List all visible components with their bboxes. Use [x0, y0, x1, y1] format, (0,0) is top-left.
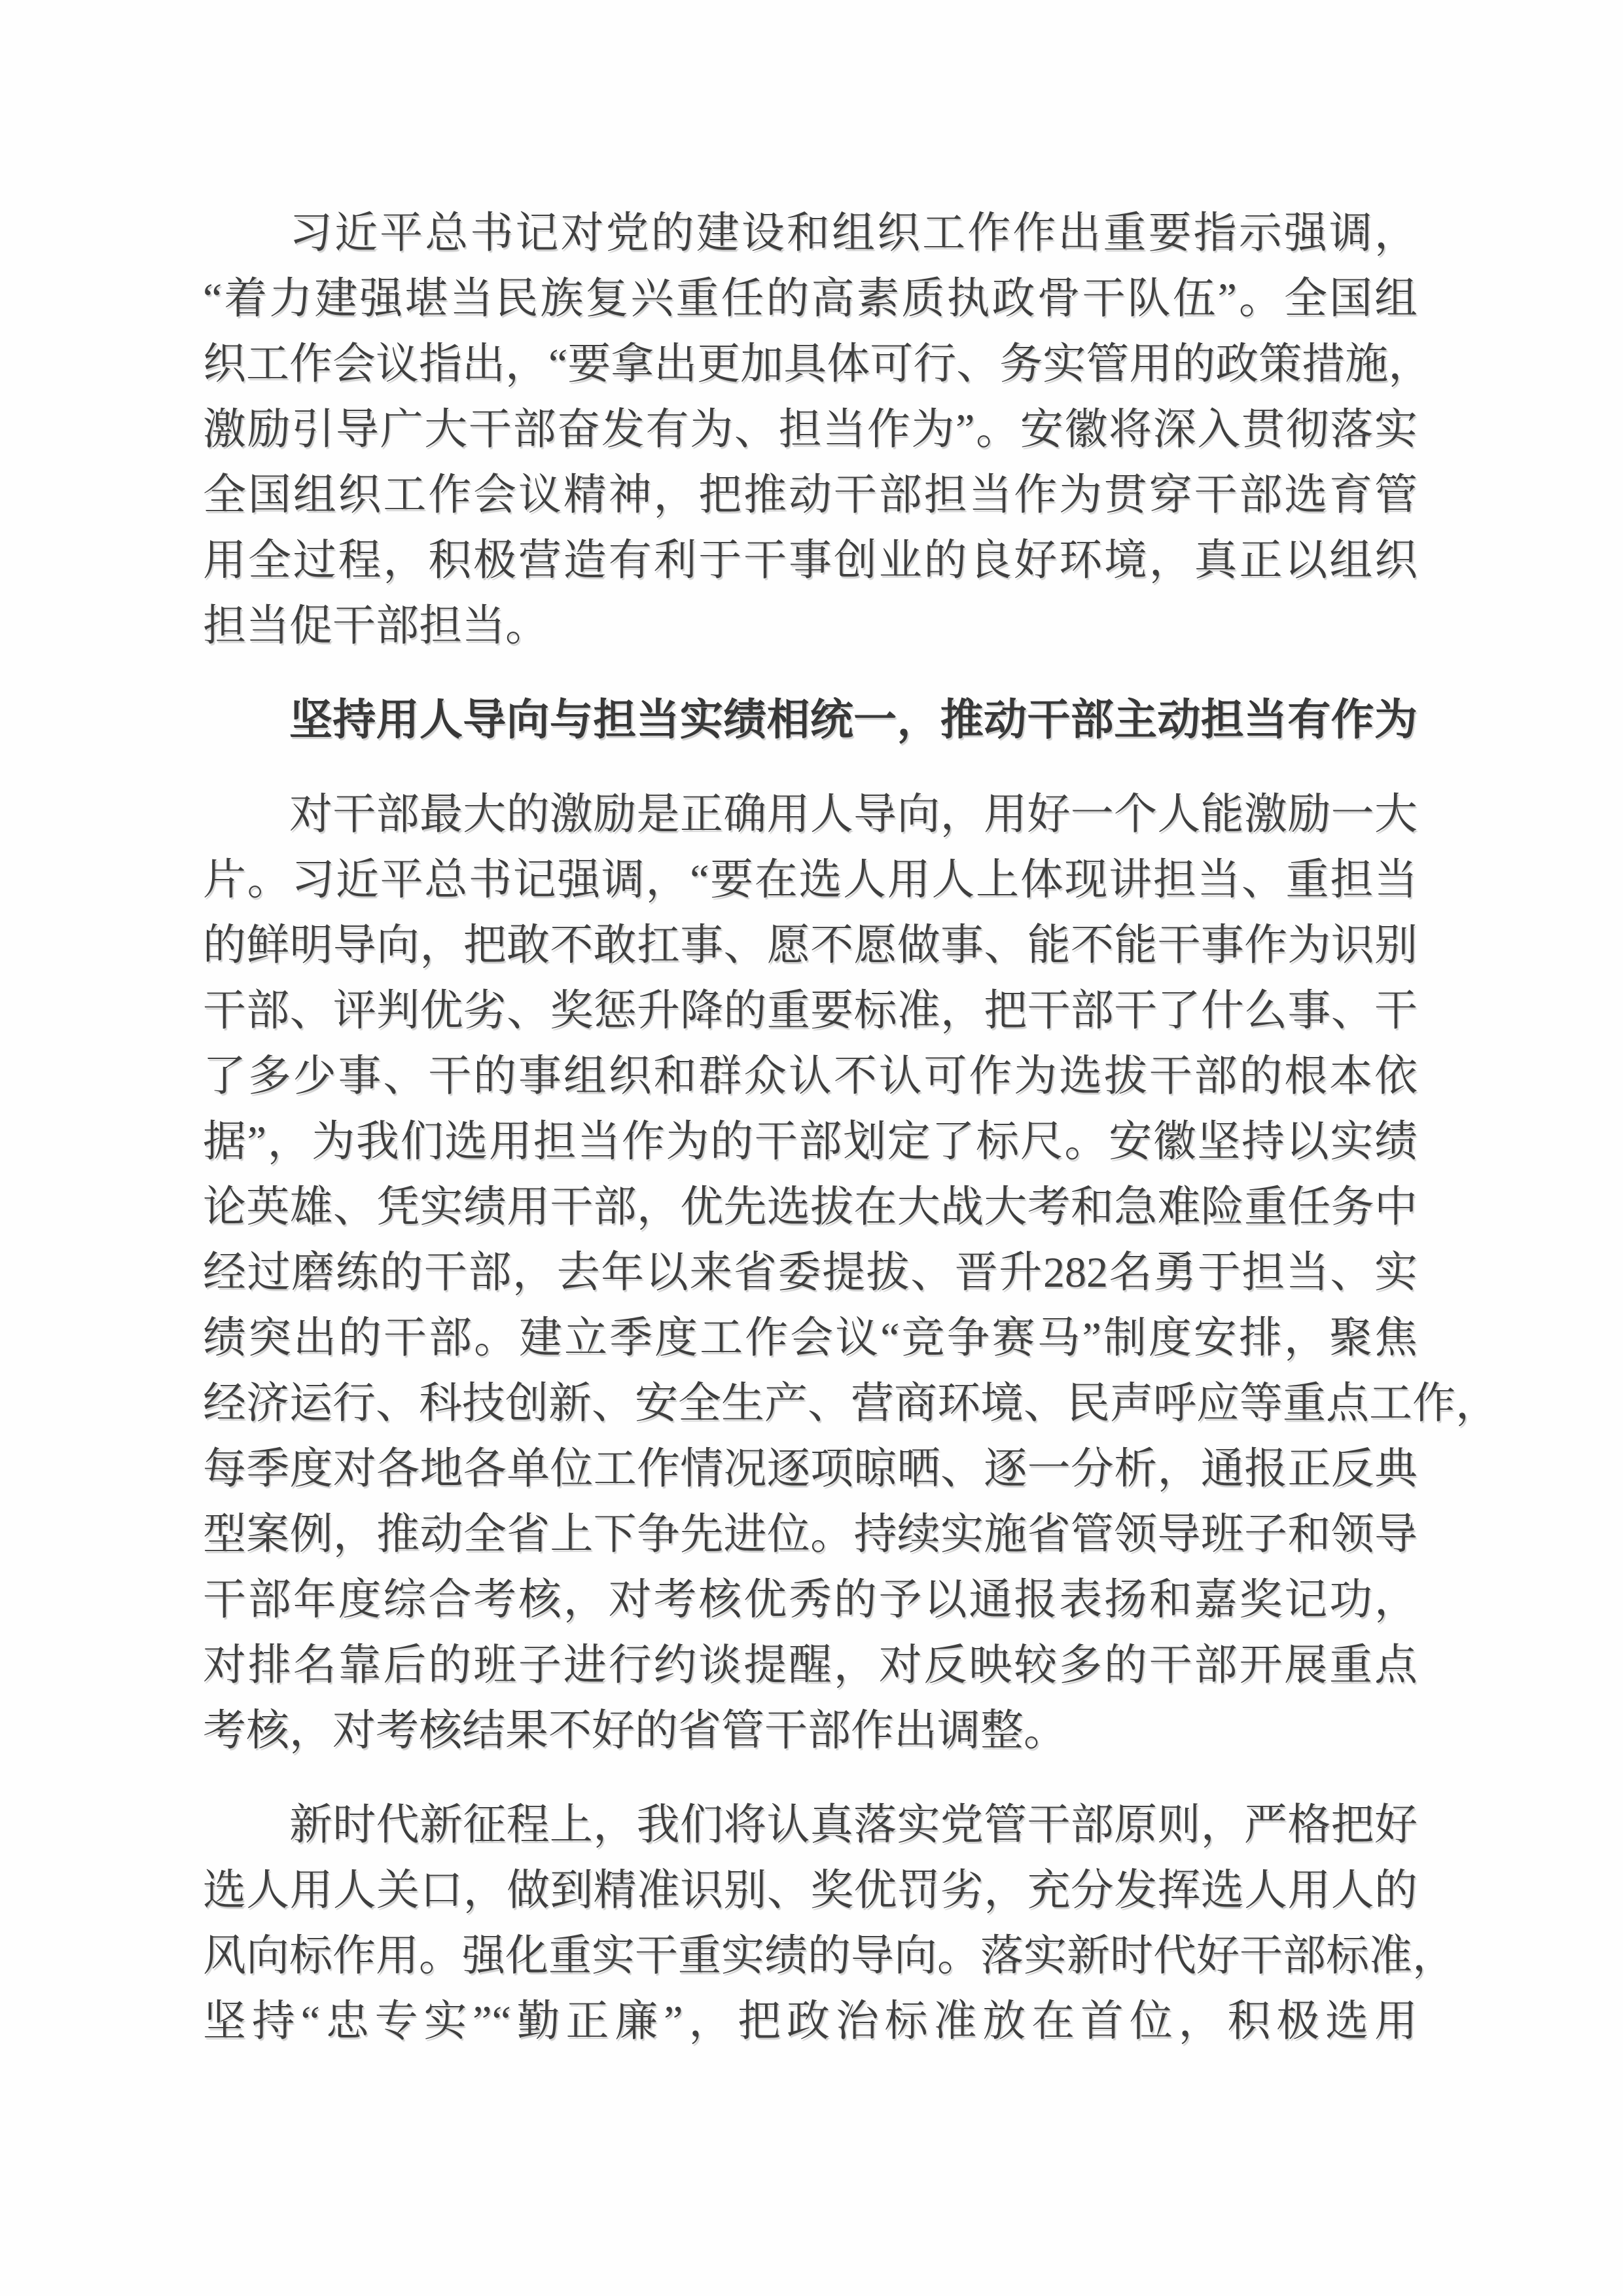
- text-line: 论英雄、凭实绩用干部，优先选拔在大战大考和急难险重任务中: [203, 1183, 1418, 1231]
- text-line: 对排名靠后的班子进行约谈提醒，对反映较多的干部开展重点: [203, 1641, 1418, 1689]
- text-line: 了多少事、干的事组织和群众认不认可作为选拔干部的根本依: [203, 1052, 1418, 1100]
- text-line: 激励引导广大干部奋发有为、担当作为”。安徽将深入贯彻落实: [203, 406, 1418, 454]
- text-line: 据”，为我们选用担当作为的干部划定了标尺。安徽坚持以实绩: [203, 1118, 1418, 1166]
- text-line: 绩突出的干部。建立季度工作会议“竞争赛马”制度安排，聚焦: [203, 1314, 1418, 1362]
- text-line: 新时代新征程上，我们将认真落实党管干部原则，严格把好: [289, 1801, 1418, 1849]
- text-line: 习近平总书记对党的建设和组织工作作出重要指示强调，: [289, 209, 1418, 257]
- text-line: 干部、评判优劣、奖惩升降的重要标准，把干部干了什么事、干: [203, 987, 1418, 1035]
- paragraph-body: [203, 782, 1499, 1764]
- paragraph-closing: [203, 1793, 1455, 2054]
- text-line: 型案例，推动全省上下争先进位。持续实施省管领导班子和领导: [203, 1511, 1418, 1558]
- text-line: 经济运行、科技创新、安全生产、营商环境、民声呼应等重点工作，: [203, 1380, 1499, 1427]
- text-line: 风向标作用。强化重实干重实绩的导向。落实新时代好干部标准，: [203, 1932, 1455, 1980]
- heading-line: 坚持用人导向与担当实绩相统一，推动干部主动担当有作为: [289, 696, 1418, 744]
- text-line: 用全过程，积极营造有利于干事创业的良好环境，真正以组织: [203, 537, 1418, 584]
- text-line: 对干部最大的激励是正确用人导向，用好一个人能激励一大: [289, 791, 1418, 838]
- paragraph-intro: [203, 201, 1432, 659]
- section-heading: [203, 688, 1418, 753]
- text-line: 片。习近平总书记强调，“要在选人用人上体现讲担当、重担当: [203, 856, 1418, 904]
- text-line: 干部年度综合考核，对考核优秀的予以通报表扬和嘉奖记功，: [203, 1576, 1418, 1624]
- text-line: 全国组织工作会议精神，把推动干部担当作为贯穿干部选育管: [203, 471, 1418, 519]
- text-line: 考核，对考核结果不好的省管干部作出调整。: [203, 1707, 1067, 1755]
- text-line: 织工作会议指出，“要拿出更加具体可行、务实管用的政策措施，: [203, 340, 1432, 388]
- text-line: “着力建强堪当民族复兴重任的高素质执政骨干队伍”。全国组: [203, 275, 1418, 323]
- text-line: 的鲜明导向，把敢不敢扛事、愿不愿做事、能不能干事作为识别: [203, 922, 1418, 969]
- text-line: 坚持“忠专实”“勤正廉”，把政治标准放在首位，积极选用: [203, 1998, 1418, 2045]
- text-line: 每季度对各地各单位工作情况逐项晾晒、逐一分析，通报正反典: [203, 1445, 1418, 1493]
- text-line: 担当促干部担当。: [203, 602, 548, 650]
- text-line: 经过磨练的干部，去年以来省委提拔、晋升282名勇于担当、实: [203, 1249, 1418, 1297]
- document-content: [203, 201, 1499, 2054]
- text-line: 选人用人关口，做到精准识别、奖优罚劣，充分发挥选人用人的: [203, 1867, 1418, 1914]
